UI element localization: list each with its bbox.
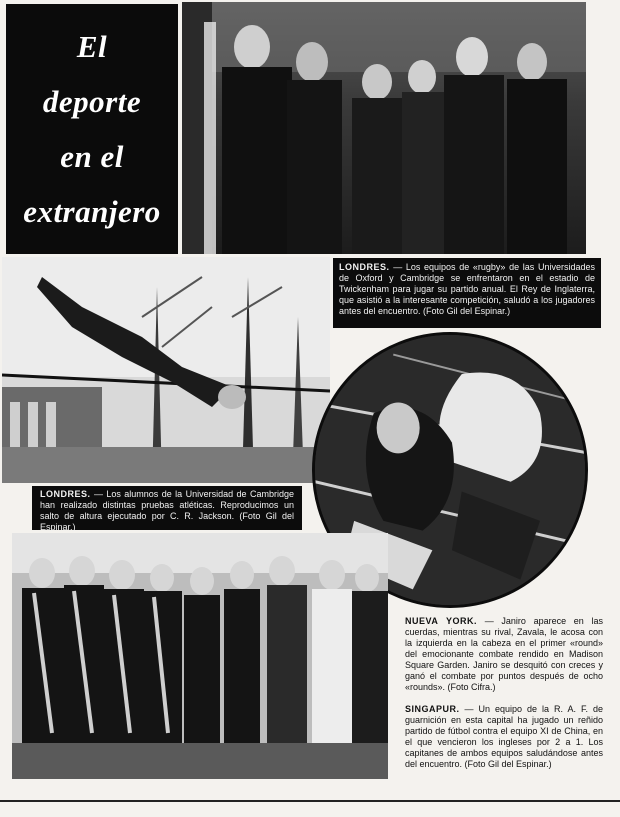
football-teams-photo (12, 533, 388, 779)
rugby-caption-text: — Los equipos de «rugby» de las Universidades de Oxford y Cambridge se enfrentaron en el estadio de Twickenham para jugar su partido anual. El Rey de Inglaterra, que asistió a la interesante competición, saludó a los jugadores antes del encuentro. (Foto Gil del Espinar.) (339, 262, 595, 316)
title-line-2: deporte (42, 84, 142, 119)
football-caption-text: — Un equipo de la R. A. F. de guarnición en esta capital ha jugado un reñido partido de fútbol contra el equipo XI de China, en el que vencieron los ingleses por 2 a 1. Los capitanes de ambos equipos saludándose antes del encuentro. (Foto Gil del Espinar.) (405, 704, 603, 769)
title-line-3: en el (60, 139, 124, 174)
high-jump-caption (32, 486, 302, 530)
title-line-1: El (76, 29, 108, 64)
boxing-caption-place: NUEVA YORK. (405, 616, 478, 626)
rugby-players-photo (182, 2, 586, 254)
high-jump-caption-text: — Los alumnos de la Universidad de Cambridge han realizado distintas pruebas atléticas. Reproducimos un salto de altura ejecutado por C. R. Jackson. (Foto Gil del Espinar.) (40, 489, 294, 532)
football-caption (405, 704, 603, 784)
boxing-caption (405, 616, 603, 698)
high-jump-caption-place: LONDRES. (40, 489, 91, 499)
rugby-caption (333, 258, 601, 328)
boxing-caption-text: — Janiro aparece en las cuerdas, mientras su rival, Zavala, le acosa con la izquierda en la cabeza en el primer «round» del emocionante combate rendido en Madison Square Garden. Janiro se desquitó con creces y ganó el combate por puntos después de ocho «rounds». (Foto Cifra.) (405, 616, 603, 692)
bottom-rule (0, 800, 620, 802)
high-jump-photo (2, 257, 330, 483)
title-line-4: extranjero (23, 194, 161, 229)
section-title-block (6, 4, 178, 254)
football-caption-place: SINGAPUR. (405, 704, 460, 714)
rugby-caption-place: LONDRES. (339, 262, 390, 272)
